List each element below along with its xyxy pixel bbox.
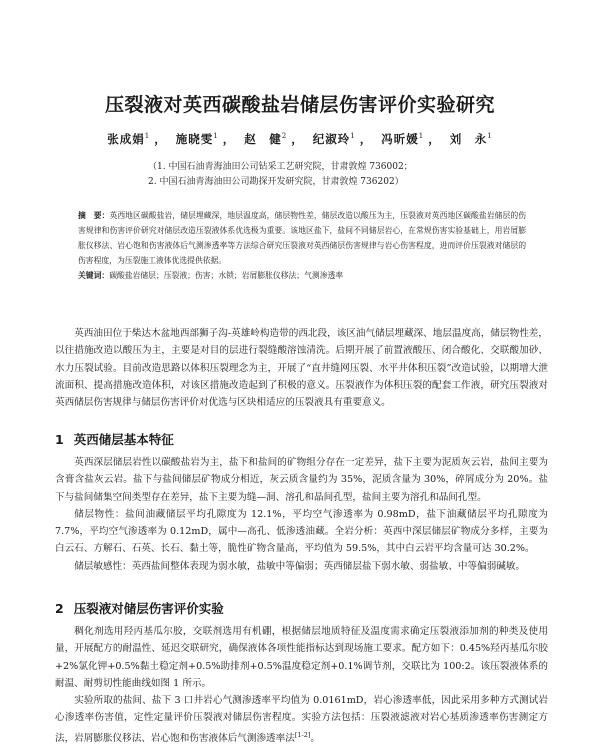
abstract-label: 摘 要： <box>78 211 110 220</box>
author: 刘 永$^1$ <box>449 132 493 146</box>
abstract <box>78 208 526 283</box>
section-heading-1: 1 英西储层基本特征 <box>55 432 174 447</box>
intro-paragraph: 英西油田位于柴达木盆地西部狮子沟-英雄岭构造带的西北段，该区油气储层埋藏深、地层温度高，储层物性差，以往措施改造以酸压为主，主要是对目的层进行裂缝酸溶蚀清洗。后期开展了前置液酸压、闭合酸化、交联酸加砂、水力压裂试验。目前改造思路以体积压裂理念为主，开展了“直井缝网压裂、水平井体积压裂”改造试验，以期增大泄流面积、提高措施改造体积，对该区措施改造起到了积极的意义。压裂液作为体积压裂的配套工作液，研究压裂液对英西储层伤害规律与储层伤害评价对优选与区块相适应的压裂液具有重要意义。 <box>55 328 548 409</box>
keywords-label: 关键词： <box>78 271 110 280</box>
section-heading-2: 2 压裂液对储层伤害评价实验 <box>55 601 224 616</box>
paper-title: 压裂液对英西碳酸盐岩储层伤害评价实验研究 <box>104 94 495 116</box>
author: 冯昕媛$^1$ <box>381 132 425 146</box>
abstract-text: 英西地区碳酸盐岩，储层埋藏深，地层温度高，储层物性差，储层改造以酸压为主，压裂液对英西地区碳酸盐岩储层的伤害规律和伤害评价研究对储层改造压裂液体系优选极为重要。该地区盐下，盐间不同储层岩心，在常规伤害实验基础上，用岩屑膨胀仪移法、岩心饱和伤害液体后气测渗透率等方法综合研究压裂液对英西储层伤害规律与岩心伤害程度，进而评价压裂液对储层的伤害程度，为压裂施工液体优选提供依据。 <box>78 211 527 265</box>
author: 纪淑玲$^1$ <box>312 132 356 146</box>
affiliation-1: （1. 中国石油青海油田公司钻采工艺研究院，甘肃敦煌 736002； <box>148 162 413 172</box>
section-1-body <box>55 454 548 575</box>
paragraph: 储层敏感性：英西盐间整体表现为弱水敏，盐敏中等偏弱；英西储层盐下弱水敏、弱盐敏、中等偏弱碱敏。 <box>74 560 526 572</box>
keywords <box>78 268 526 283</box>
citation: [1-2] <box>294 730 311 739</box>
intro <box>55 325 548 411</box>
affiliation-2: 2. 中国石油青海油田公司勘探开发研究院，甘肃敦煌 736202） <box>148 177 404 187</box>
paragraph: 稠化剂选用羟丙基瓜尔胶，交联剂选用有机硼，根据储层地质特征及温度需求确定压裂液添加剂的种类及使用量，开展配方的耐温性、延迟交联研究，确保液体各项性能指标达到现场施工要求。配方如下：0.45%羟丙基瓜尔胶+2%氯化钾+0.5%黏土稳定剂+0.5%助排剂+0.5%温度稳定剂+0.1%调节剂，交联比为 100:2。该压裂液体系的耐温、耐剪切性能曲线如图 1 所示。 <box>55 626 548 689</box>
affiliations <box>0 160 600 190</box>
keywords-text: 碳酸盐岩储层；压裂液；伤害；水锁；岩屑膨胀仪移法；气测渗透率 <box>109 271 344 280</box>
section-2-body <box>55 623 548 747</box>
paragraph: 储层物性：盐间油藏储层平均孔隙度为 12.1%，平均空气渗透率为 0.98mD，盐下油藏储层平均孔隙度为 7.7%，平均空气渗透率为 0.12mD，属中—高孔、低渗透油藏。全岩分析：英西中深层储层矿物成分多样，主要为白云石、方解石、石英、长石、黏土等，脆性矿物含量高，平均值为 59.5%，其中白云岩平均含量可达 30.2%。 <box>55 508 548 555</box>
author-list: 张成娟$^1$ ， 施晓雯$^1$ ， 赵 健$^2$ ， 纪淑玲$^1$ ， 冯昕媛$^1$ ， 刘 永$^1$ <box>107 132 493 146</box>
author: 施晓雯$^1$ <box>175 132 219 146</box>
author: 张成娟$^1$ <box>107 132 151 146</box>
paragraph: 实验所取的盐间、盐下 3 口井岩心气测渗透率平均值为 0.0161mD，岩心渗透率低，因此采用多种方式测试岩心渗透率伤害值，定性定量评价压裂液对储层伤害程度。实验方法包括：压裂液滤液对岩心基质渗透率伤害测定方法，岩屑膨胀仪移法、岩心饱和伤害液体后气测渗透率法[1-2]。 <box>55 695 548 744</box>
abstract-body <box>78 208 526 268</box>
author: 赵 健$^2$ <box>244 132 288 146</box>
paragraph: 英西深层储层岩性以碳酸盐岩为主，盐下和盐间的矿物组分存在一定差异，盐下主要为泥质灰云岩，盐间主要为含膏含盐灰云岩。盐下与盐间储层矿物成分相近，灰云质含量约为 35%，泥质含量为 30%，碎屑成分为 20%。盐下与盐间储集空间类型存在差异，盐下主要为缝—洞、溶孔和晶间孔型，盐间主要为溶孔和晶间孔型。 <box>55 457 548 503</box>
